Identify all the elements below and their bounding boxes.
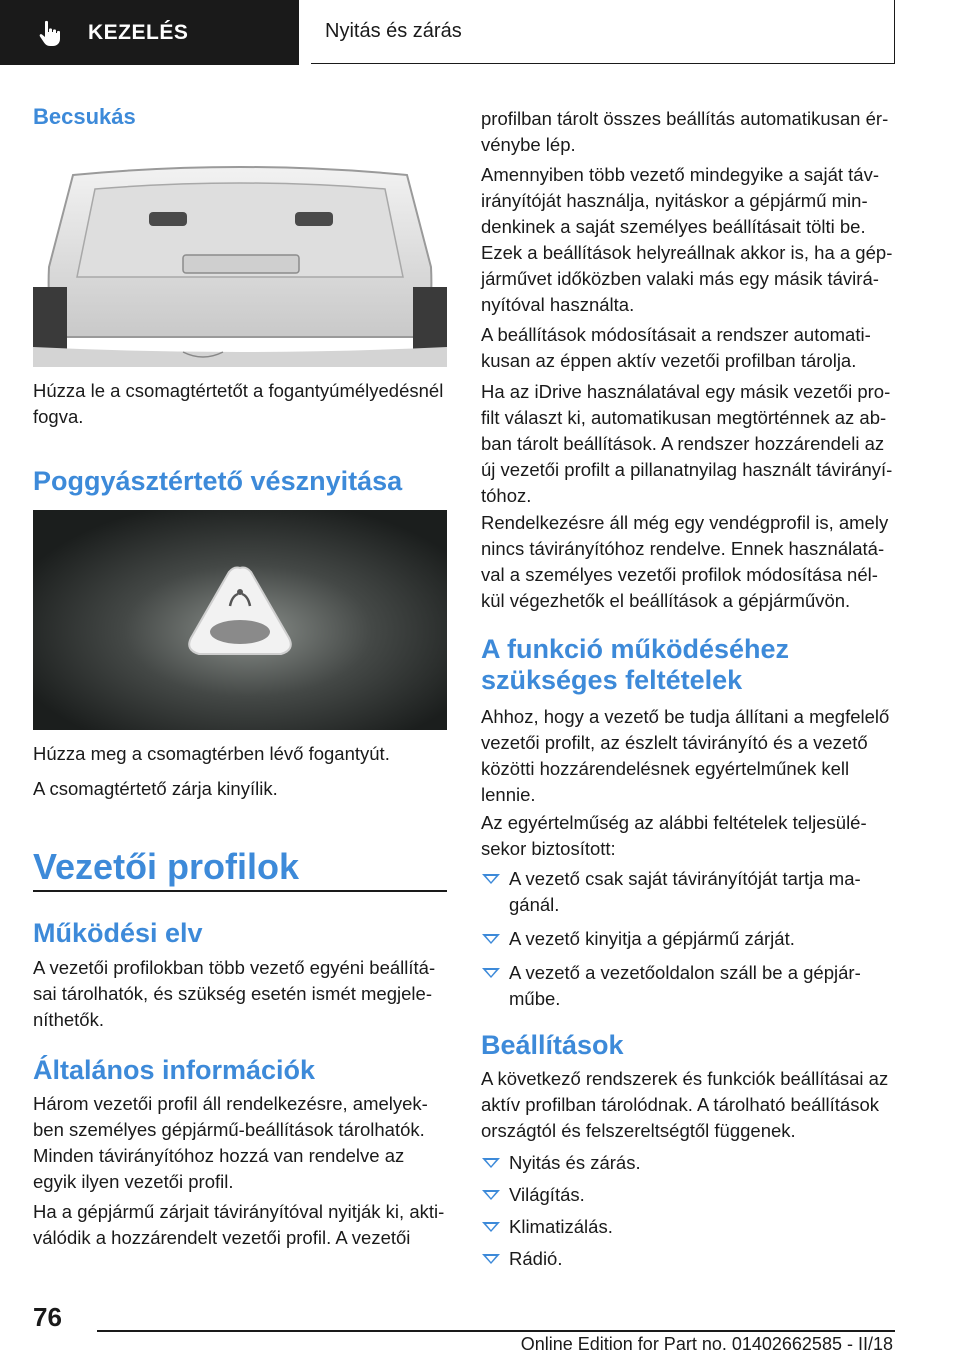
- list-item: Klimatizálás.: [481, 1214, 895, 1240]
- list-item: Rádió.: [481, 1246, 895, 1272]
- list-item: A vezető a vezetőoldalon száll be a gépjárműbe.: [481, 960, 895, 1012]
- triangle-bullet-icon: [482, 1158, 500, 1168]
- general-text-2: Ha a gépjármű zárjait távirányítóval nyitják ki, aktiválódik a hozzárendelt vezetői profil. A vezetői: [33, 1201, 445, 1248]
- list-item: A vezető csak saját távirányítóját tartja magánál.: [481, 866, 895, 918]
- principle-text: A vezetői profilokban több vezető egyéni beállításai tárolhatók, és szükség esetén ismét megjeleníthetők.: [33, 957, 436, 1030]
- heading-settings: Beállítások: [481, 1030, 624, 1060]
- emergency-text-1: Húzza meg a csomagtérben lévő fogantyút.: [33, 743, 390, 764]
- right-para-3: A beállítások módosításait a rendszer automatikusan az éppen aktív vezetői profilban tárolja.: [481, 324, 871, 371]
- heading-driver-profiles: Vezetői profilok: [33, 846, 300, 887]
- list-item: Nyitás és zárás.: [481, 1150, 895, 1176]
- emergency-handle-figure: [33, 510, 447, 730]
- func-text-2: Az egyértelműség az alábbi feltételek teljesülésekor biztosított:: [481, 812, 867, 859]
- heading-general-info: Általános információk: [33, 1055, 316, 1085]
- heading-principle: Működési elv: [33, 918, 203, 948]
- settings-text: A következő rendszerek és funkciók beállításai az aktív profilban tárolódnak. A tárolható beállítások országtól és felszereltségtől függenek.: [481, 1068, 889, 1141]
- heading-underline: [33, 890, 447, 892]
- hand-pointer-icon: [36, 18, 66, 48]
- right-para-2: Amennyiben több vezető mindegyike a saját távirányítóját használja, nyitáskor a gépjármű mindenkinek a saját személyes beállításait tölti be. Ezek a beállítások helyreállnak akkor is, ha a gépjárművet időközben valaki más egy másik távirányítóval használta.: [481, 164, 893, 315]
- section-tab: [0, 0, 299, 65]
- footer-rule: [97, 1330, 895, 1332]
- page-number: 76: [33, 1302, 62, 1332]
- triangle-bullet-icon: [482, 968, 500, 978]
- becsukas-text: Húzza le a csomagtértetőt a fogantyúmélyedésnél fogva.: [33, 380, 444, 427]
- chapter-title: Nyitás és zárás: [325, 20, 462, 42]
- triangle-bullet-icon: [482, 934, 500, 944]
- heading-emergency-release: Poggyásztértető vésznyitása: [33, 466, 403, 496]
- heading-becsukas: Becsukás: [33, 104, 136, 129]
- right-para-5: Rendelkezésre áll még egy vendégprofil is, amely nincs távirányítóhoz rendelve. Ennek használatával a személyes vezetői profilok módosítása nélkül végezhetők el beállítások a gépjárművön.: [481, 512, 889, 611]
- settings-list: [481, 1150, 895, 1272]
- right-para-1: profilban tárolt összes beállítás automatikusan érvénybe lép.: [481, 108, 889, 155]
- emergency-text-2: A csomagtértető zárja kinyílik.: [33, 778, 278, 799]
- chapter-header: [311, 0, 895, 64]
- general-text-1: Három vezetői profil áll rendelkezésre, amelyekben személyes gépjármű-beállítások tárolhatók. Minden távirányítóhoz hozzá van rendelve az egyik ilyen vezetői profil.: [33, 1093, 428, 1192]
- trunk-lid-figure: [33, 147, 447, 367]
- right-para-4: Ha az iDrive használatával egy másik vezetői profilt választ ki, automatikusan megtörténnek az abban tárolt beállítások. A rendszer hozzárendeli az új vezetői profilt a pillanatnyilag használt távirányítóhoz.: [481, 381, 893, 506]
- func-text-1: Ahhoz, hogy a vezető be tudja állítani a megfelelő vezetői profilt, az észlelt távirányító és a vezető közötti hozzárendelésnek egyértelműnek kell lennie.: [481, 706, 890, 805]
- section-title: KEZELÉS: [88, 20, 189, 44]
- triangle-bullet-icon: [482, 1254, 500, 1264]
- list-item: A vezető kinyitja a gépjármű zárját.: [481, 926, 895, 952]
- heading-function-conditions: A funkció működéséhez szükséges feltételek: [481, 634, 790, 695]
- footer-edition: Online Edition for Part no. 01402662585 - II/18: [520, 1334, 893, 1354]
- conditions-list: [481, 866, 895, 1012]
- triangle-bullet-icon: [482, 1190, 500, 1200]
- list-item: Világítás.: [481, 1182, 895, 1208]
- triangle-bullet-icon: [482, 874, 500, 884]
- triangle-bullet-icon: [482, 1222, 500, 1232]
